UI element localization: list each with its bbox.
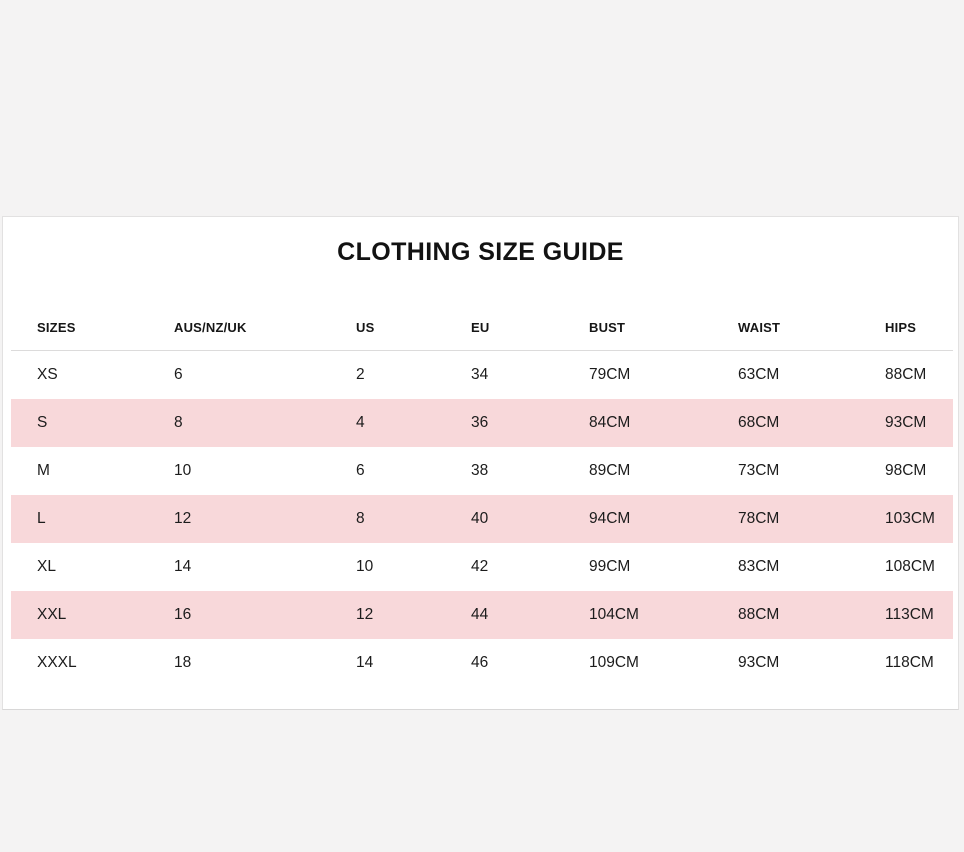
cell-size: L: [37, 510, 46, 527]
cell-waist: 73CM: [738, 462, 780, 479]
header-bust: BUST: [589, 320, 626, 335]
cell-aus: 16: [174, 606, 192, 623]
size-guide-card: [2, 216, 959, 710]
header-aus-nz-uk: AUS/NZ/UK: [174, 320, 247, 335]
cell-hips: 98CM: [885, 462, 927, 479]
cell-aus: 6: [174, 366, 183, 383]
cell-eu: 46: [471, 654, 489, 671]
cell-us: 12: [356, 606, 374, 623]
cell-waist: 78CM: [738, 510, 780, 527]
cell-bust: 94CM: [589, 510, 631, 527]
size-guide-title: CLOTHING SIZE GUIDE: [337, 238, 624, 266]
cell-us: 4: [356, 414, 365, 431]
cell-us: 14: [356, 654, 374, 671]
cell-size: XXXL: [37, 654, 77, 671]
cell-aus: 18: [174, 654, 192, 671]
cell-aus: 14: [174, 558, 192, 575]
cell-eu: 34: [471, 366, 489, 383]
cell-hips: 108CM: [885, 558, 935, 575]
cell-us: 10: [356, 558, 374, 575]
cell-waist: 63CM: [738, 366, 780, 383]
cell-size: XL: [37, 558, 56, 575]
header-waist: WAIST: [738, 320, 781, 335]
cell-hips: 88CM: [885, 366, 927, 383]
table-row: [11, 495, 953, 543]
cell-bust: 79CM: [589, 366, 631, 383]
cell-bust: 84CM: [589, 414, 631, 431]
cell-bust: 99CM: [589, 558, 631, 575]
table-row: [11, 591, 953, 639]
cell-us: 2: [356, 366, 365, 383]
cell-bust: 104CM: [589, 606, 639, 623]
cell-bust: 89CM: [589, 462, 631, 479]
cell-eu: 40: [471, 510, 489, 527]
cell-waist: 83CM: [738, 558, 780, 575]
cell-hips: 113CM: [885, 606, 934, 623]
size-guide-table: [11, 305, 953, 687]
header-us: US: [356, 320, 375, 335]
table-row: [11, 639, 953, 687]
cell-bust: 109CM: [589, 654, 639, 671]
header-eu: EU: [471, 320, 490, 335]
cell-hips: 93CM: [885, 414, 927, 431]
cell-size: M: [37, 462, 50, 479]
table-header-row: [11, 305, 953, 351]
header-hips: HIPS: [885, 320, 917, 335]
cell-hips: 103CM: [885, 510, 935, 527]
cell-us: 8: [356, 510, 365, 527]
cell-waist: 68CM: [738, 414, 780, 431]
cell-aus: 8: [174, 414, 183, 431]
cell-us: 6: [356, 462, 365, 479]
header-sizes: SIZES: [37, 320, 76, 335]
cell-eu: 44: [471, 606, 489, 623]
table-row: [11, 399, 953, 447]
cell-eu: 38: [471, 462, 489, 479]
cell-size: XXL: [37, 606, 67, 623]
cell-aus: 10: [174, 462, 192, 479]
cell-aus: 12: [174, 510, 192, 527]
cell-hips: 118CM: [885, 654, 934, 671]
table-row: [11, 543, 953, 591]
cell-eu: 42: [471, 558, 489, 575]
table-row: [11, 447, 953, 495]
table-row: [11, 351, 953, 399]
cell-waist: 93CM: [738, 654, 780, 671]
cell-size: S: [37, 414, 48, 431]
cell-waist: 88CM: [738, 606, 780, 623]
cell-eu: 36: [471, 414, 489, 431]
cell-size: XS: [37, 366, 58, 383]
